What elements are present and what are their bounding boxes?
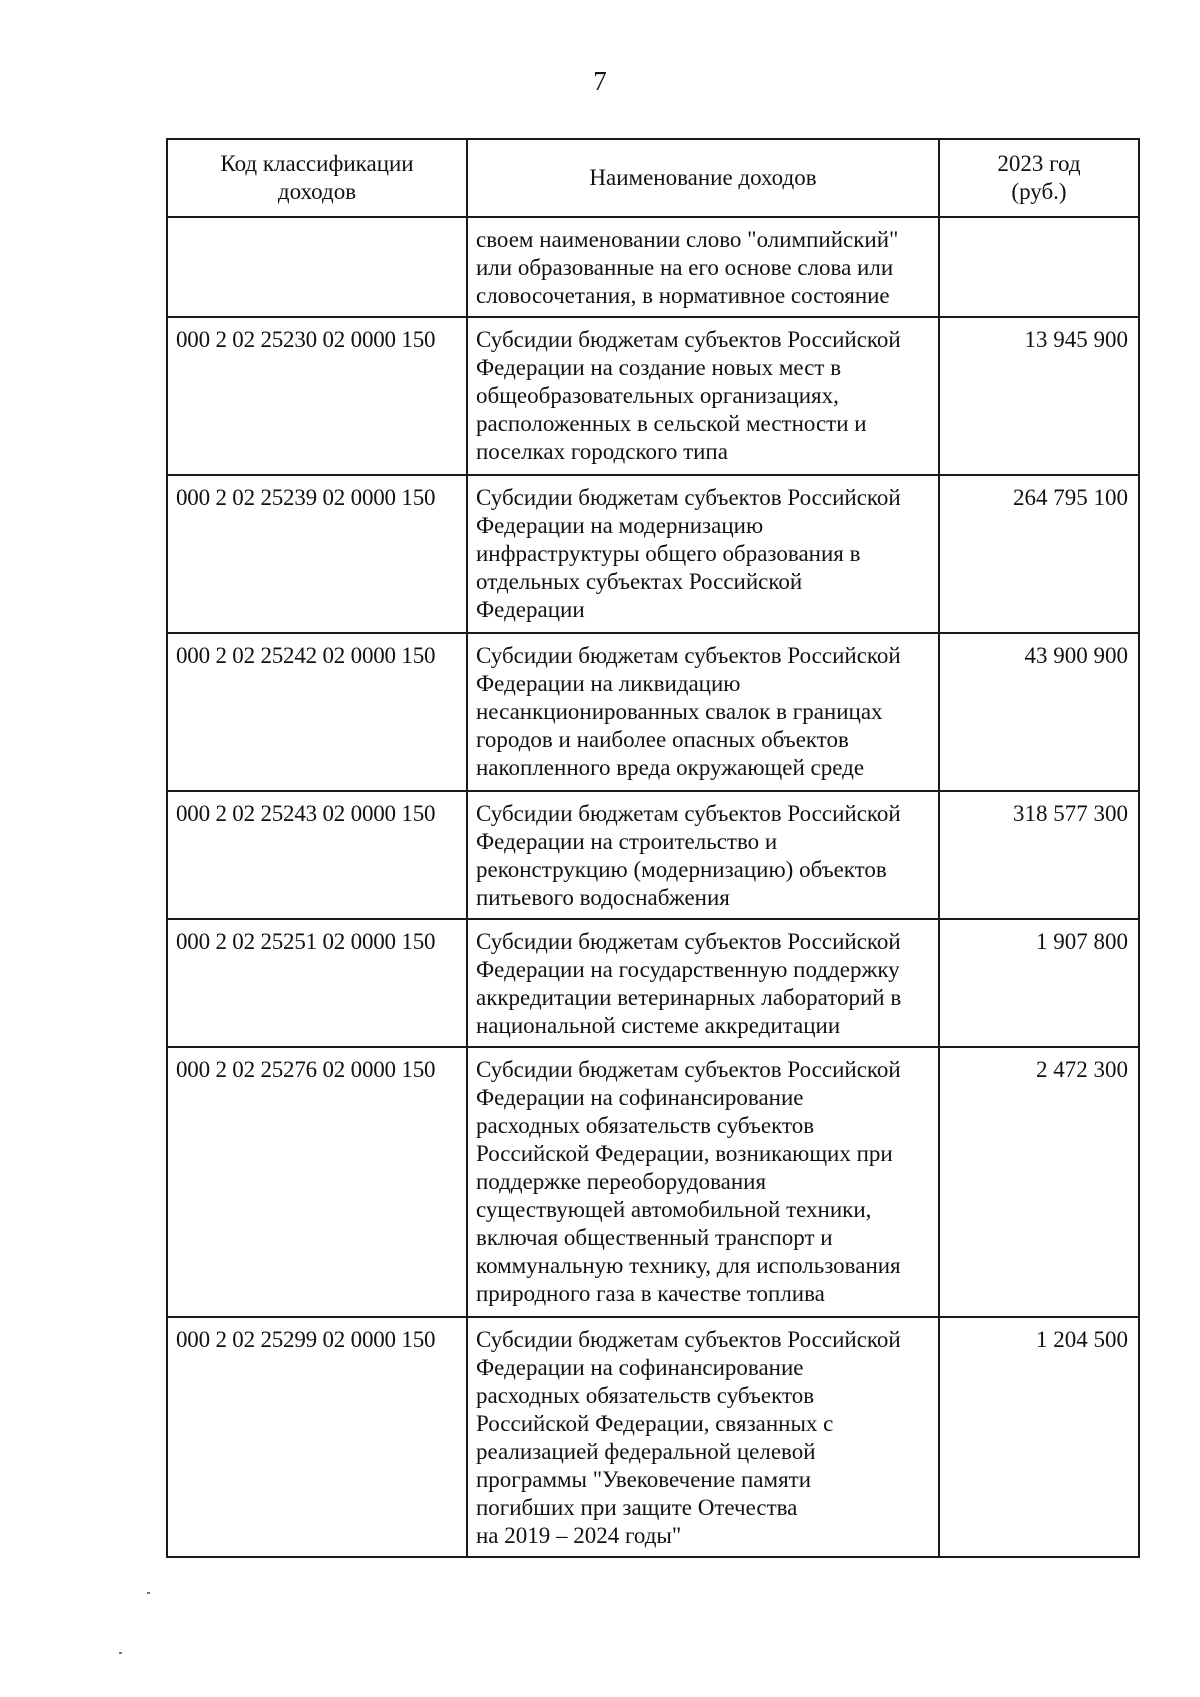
- page-number: 7: [593, 66, 607, 96]
- row-name: своем наименовании слово "олимпийский" или образованные на его основе слова или словосочетания, в нормативное состояние: [467, 217, 939, 317]
- scan-speck-2: [119, 1652, 122, 1654]
- row-code: 000 2 02 25251 02 0000 150: [167, 919, 467, 1047]
- header-code-line-1: Код классификации: [220, 151, 414, 176]
- table-row: [167, 217, 1139, 317]
- row-code: 000 2 02 25243 02 0000 150: [167, 791, 467, 919]
- row-amount: 264 795 100: [939, 475, 1139, 633]
- row-code: [167, 217, 467, 317]
- row-name: Субсидии бюджетам субъектов Российской Федерации на софинансирование расходных обязательств субъектов Российской Федерации, возникающих при поддержке переоборудования существующей автомобильной техники, включая общественный транспорт и коммунальную технику, для использования природного газа в качестве топлива: [467, 1047, 939, 1317]
- row-amount: 13 945 900: [939, 317, 1139, 475]
- header-amount-line-1: 2023 год: [997, 151, 1081, 176]
- scan-speck-1: [147, 1592, 150, 1594]
- revenue-table: [166, 138, 1140, 1558]
- row-code: 000 2 02 25276 02 0000 150: [167, 1047, 467, 1317]
- row-amount: 318 577 300: [939, 791, 1139, 919]
- row-code: 000 2 02 25239 02 0000 150: [167, 475, 467, 633]
- row-amount: 1 907 800: [939, 919, 1139, 1047]
- table-row: [167, 919, 1139, 1047]
- table-row: [167, 1317, 1139, 1557]
- row-amount: 2 472 300: [939, 1047, 1139, 1317]
- row-name: Субсидии бюджетам субъектов Российской Федерации на государственную поддержку аккредитации ветеринарных лабораторий в национальной системе аккредитации: [467, 919, 939, 1047]
- header-amount-line-2: (руб.): [1011, 179, 1067, 204]
- table-row: [167, 317, 1139, 475]
- row-name: Субсидии бюджетам субъектов Российской Федерации на модернизацию инфраструктуры общего образования в отдельных субъектах Российской Федерации: [467, 475, 939, 633]
- row-code: 000 2 02 25299 02 0000 150: [167, 1317, 467, 1557]
- header-name: Наименование доходов: [467, 139, 939, 217]
- header-code: [167, 139, 467, 217]
- row-name: Субсидии бюджетам субъектов Российской Федерации на строительство и реконструкцию (модернизацию) объектов питьевого водоснабжения: [467, 791, 939, 919]
- header-code-line-2: доходов: [277, 179, 357, 204]
- table-header-row: [167, 139, 1139, 217]
- row-code: 000 2 02 25230 02 0000 150: [167, 317, 467, 475]
- table-row: [167, 633, 1139, 791]
- row-name: Субсидии бюджетам субъектов Российской Федерации на ликвидацию несанкционированных свалок в границах городов и наиболее опасных объектов накопленного вреда окружающей среде: [467, 633, 939, 791]
- table-row: [167, 1047, 1139, 1317]
- row-amount: [939, 217, 1139, 317]
- row-name: Субсидии бюджетам субъектов Российской Федерации на софинансирование расходных обязательств субъектов Российской Федерации, связанных с реализацией федеральной целевой программы "Увековечение памяти погибших при защите Отечества на 2019 – 2024 годы": [467, 1317, 939, 1557]
- row-amount: 43 900 900: [939, 633, 1139, 791]
- row-code: 000 2 02 25242 02 0000 150: [167, 633, 467, 791]
- row-name: Субсидии бюджетам субъектов Российской Федерации на создание новых мест в общеобразовательных организациях, расположенных в сельской местности и поселках городского типа: [467, 317, 939, 475]
- table-row: [167, 791, 1139, 919]
- table-row: [167, 475, 1139, 633]
- header-amount: [939, 139, 1139, 217]
- row-amount: 1 204 500: [939, 1317, 1139, 1557]
